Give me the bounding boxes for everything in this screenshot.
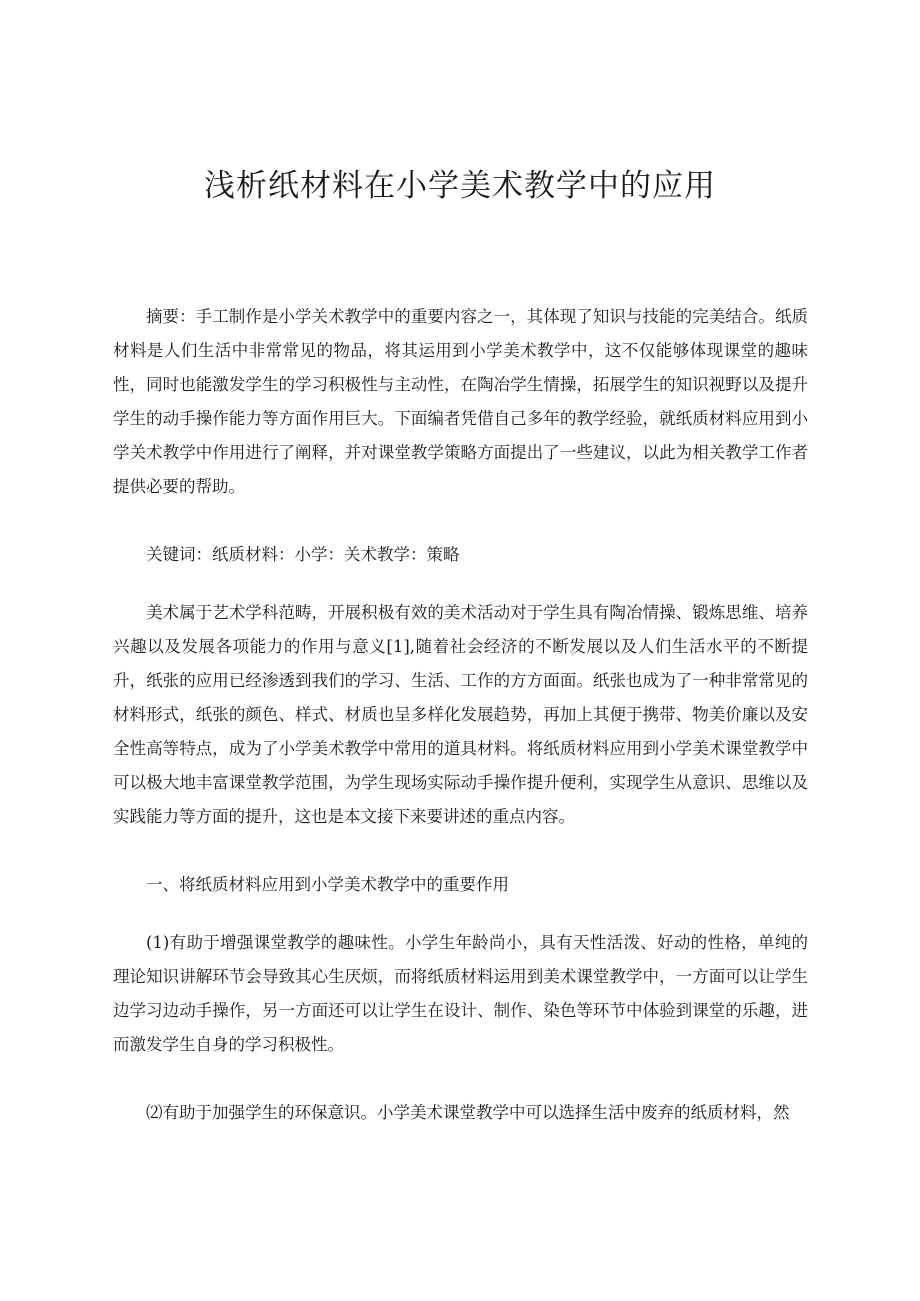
list-item-paragraph: (1)有助于增强课堂教学的趣味性。小学生年龄尚小，具有天性活泼、好动的性格，单纯的理论知识讲解环节会导致其心生厌烦，而将纸质材料运用到美术课堂教学中，一方面可以让学生边学习边动手操作，另一方面还可以让学生在设计、制作、染色等环节中体验到课堂的乐趣，进而激发学生自身的学习积极性。: [113, 933, 808, 1054]
document-title: 浅析纸材料在小学美术教学中的应用: [204, 168, 716, 204]
list-item-paragraph: ⑵有助于加强学生的环保意识。小学美术课堂教学中可以选择生活中废弃的纸质材料，然: [146, 1103, 790, 1122]
intro-paragraph: 美术属于艺术学科范畴，开展积极有效的美术活动对于学生具有陶冶情操、锻炼思维、培养兴趣以及发展各项能力的作用与意义[1],随着社会经济的不断发展以及人们生活水平的不断提升，纸张的应用已经渗透到我们的学习、生活、工作的方方面面。纸张也成为了一种非常常见的材料形式，纸张的颜色、样式、材质也呈多样化发展趋势，再加上其便于携带、物美价廉以及安全性高等特点，成为了小学美术教学中常用的道具材料。将纸质材料应用到小学美术课堂教学中可以极大地丰富课堂教学范围，为学生现场实际动手操作提升便利，实现学生从意识、思维以及实践能力等方面的提升，这也是本文接下来要讲述的重点内容。: [113, 603, 808, 826]
keywords-line: 关键词：纸质材料：小学：关术教学：策略: [146, 545, 460, 564]
section-heading: 一、将纸质材料应用到小学美术教学中的重要作用: [146, 875, 509, 894]
abstract-paragraph: 摘要：手工制作是小学关术教学中的重要内容之一，其体现了知识与技能的完美结合。纸质材料是人们生活中非常常见的物品，将其运用到小学美术教学中，这不仅能够体现课堂的趣味性，同时也能激发学生的学习积极性与主动性，在陶冶学生情操，拓展学生的知识视野以及提升学生的动手操作能力等方面作用巨大。下面编者凭借自己多年的教学经验，就纸质材料应用到小学关术教学中作用进行了阐释，并对课堂教学策略方面提出了一些建议，以此为相关教学工作者提供必要的帮助。: [113, 307, 808, 496]
